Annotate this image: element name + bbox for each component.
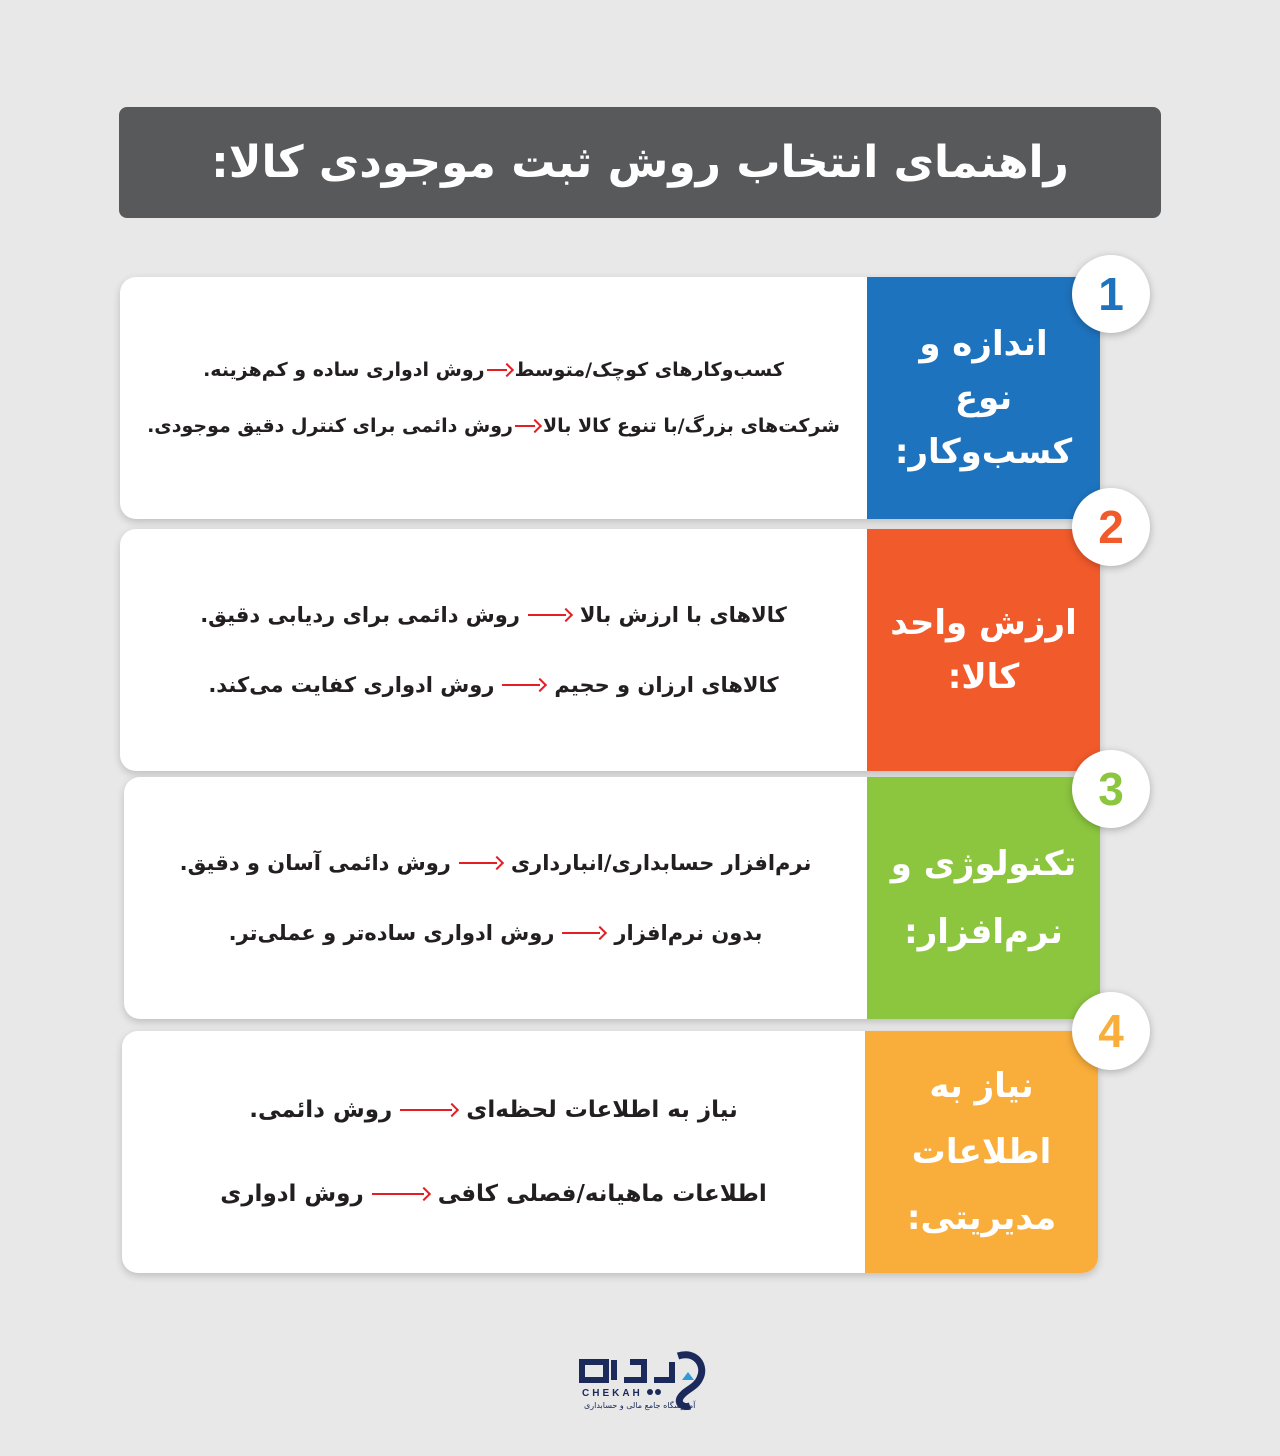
- card-label-panel: [867, 777, 1100, 1019]
- page-title: راهنمای انتخاب روش ثبت موجودی کالا:: [211, 137, 1069, 188]
- card-content: [122, 1031, 865, 1273]
- step-number-badge: 2: [1072, 488, 1150, 566]
- card-content: [120, 277, 867, 519]
- card-label-panel: [865, 1031, 1098, 1273]
- card-label: ارزش واحد کالا:: [890, 603, 1077, 697]
- card-line: کالاهای با ارزش بالا روش دائمی برای ردیابی دقیق.: [200, 603, 787, 627]
- arrow-icon: [372, 1187, 430, 1201]
- card-business-size: [120, 277, 1100, 519]
- arrow-icon: [400, 1103, 458, 1117]
- card-content: [124, 777, 867, 1019]
- card-management-info: [122, 1031, 1098, 1273]
- card-content: [120, 529, 867, 771]
- card-line: نرم‌افزار حسابداری/انبارداری روش دائمی آسان و دقیق.: [179, 851, 812, 875]
- card-label: اندازه و نوع کسب‌وکار:: [894, 324, 1073, 472]
- card-line: بدون نرم‌افزار روش ادواری ساده‌تر و عملی‌تر.: [228, 921, 763, 945]
- arrow-icon: [502, 678, 546, 692]
- step-number-badge: 1: [1072, 255, 1150, 333]
- card-label: تکنولوژی و نرم‌افزار:: [890, 844, 1077, 952]
- arrow-icon: [459, 856, 503, 870]
- card-line: شرکت‌های بزرگ/با تنوع کالا بالا روش دائمی برای کنترل دقیق موجودی.: [147, 415, 840, 437]
- arrow-icon: [487, 363, 513, 377]
- card-technology: [124, 777, 1100, 1019]
- logo-latin: CHEKAH: [582, 1388, 643, 1399]
- arrow-icon: [515, 419, 541, 433]
- card-line: کسب‌وکارهای کوچک/متوسط روش ادواری ساده و کم‌هزینه.: [203, 359, 784, 381]
- step-number-badge: 3: [1072, 750, 1150, 828]
- card-line: کالاهای ارزان و حجیم روش ادواری کفایت می‌کند.: [208, 673, 779, 697]
- card-label-panel: [867, 529, 1100, 771]
- title-bar: [119, 107, 1161, 218]
- step-number-badge: 4: [1072, 992, 1150, 1070]
- card-line: نیاز به اطلاعات لحظه‌ای روش دائمی.: [249, 1097, 738, 1123]
- card-label-panel: [867, 277, 1100, 519]
- card-line: اطلاعات ماهیانه/فصلی کافی روش ادواری: [220, 1181, 767, 1207]
- card-unit-value: [120, 529, 1100, 771]
- logo-tagline: آموزشگاه جامع مالی و حسابداری: [584, 1401, 696, 1410]
- card-label: نیاز به اطلاعات مدیریتی:: [906, 1066, 1057, 1238]
- arrow-icon: [528, 608, 572, 622]
- arrow-icon: [562, 926, 606, 940]
